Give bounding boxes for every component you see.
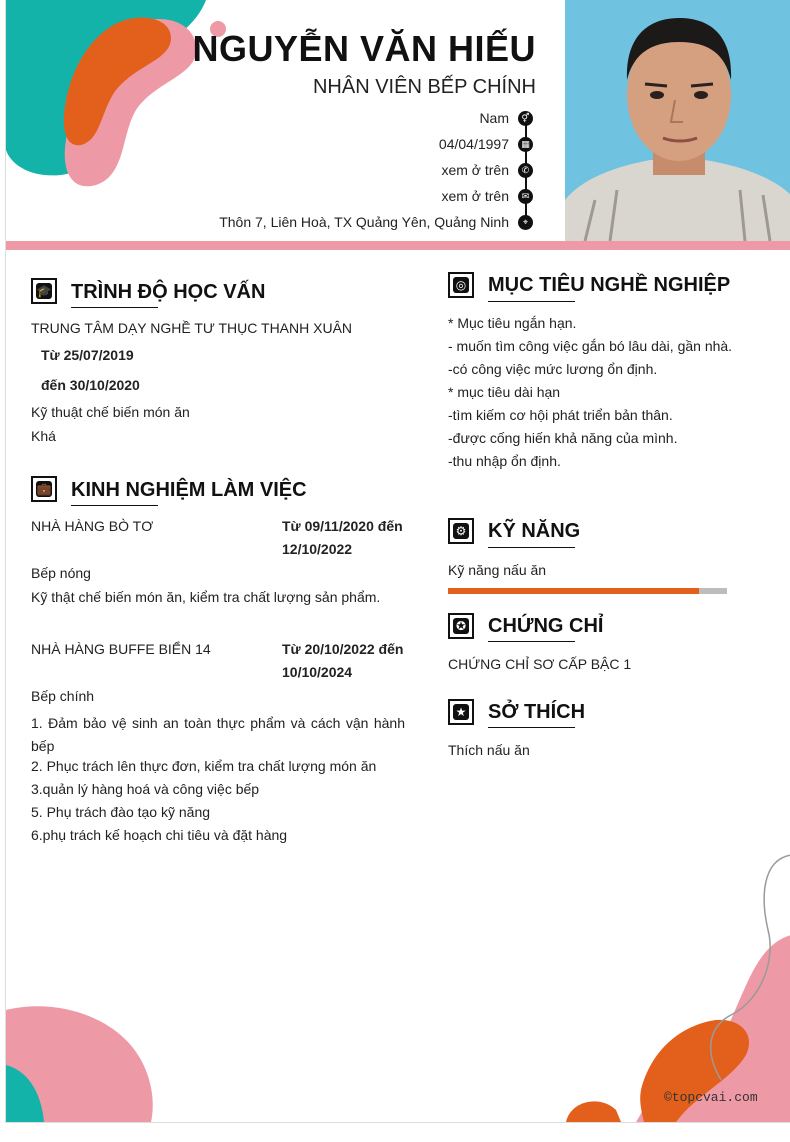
certificate-item: CHỨNG CHỈ SƠ CẤP BẬC 1 (448, 656, 632, 672)
objective-title-underline (488, 301, 575, 302)
education-title: TRÌNH ĐỘ HỌC VẤN (71, 281, 266, 303)
info-phone: xem ở trên (441, 162, 509, 178)
job-2-detail: 2. Phục trách lên thực đơn, kiểm tra chất lượng món ăn (31, 758, 377, 774)
certificates-title: CHỨNG CHỈ (488, 615, 604, 637)
job-1-position: Bếp nóng (31, 565, 91, 581)
job-1-detail: Kỹ thật chế biến món ăn, kiểm tra chất lượng sản phẩm. (31, 589, 381, 605)
hobbies-title: SỞ THÍCH (488, 701, 586, 723)
objective-line: - muốn tìm công việc gắn bó lâu dài, gần nhà. (448, 338, 733, 354)
info-gender: Nam (479, 110, 509, 126)
skills-title-underline (488, 547, 575, 548)
education-to: đến 30/10/2020 (41, 377, 140, 393)
job-title: NHÂN VIÊN BẾP CHÍNH (312, 76, 536, 98)
gear-icon: ⚙ (448, 518, 474, 544)
footer-right-decoration (556, 840, 790, 1122)
job-2-detail: 6.phụ trách kế hoạch chi tiêu và đặt hàng (31, 827, 288, 843)
experience-title-underline (71, 505, 158, 506)
job-2-company: NHÀ HÀNG BUFFE BIỂN 14 (31, 641, 211, 657)
job-2-position: Bếp chính (31, 688, 95, 704)
info-email: xem ở trên (441, 188, 509, 204)
info-address: Thôn 7, Liên Hoà, TX Quảng Yên, Quảng Ninh (219, 214, 509, 230)
education-title-underline (71, 307, 158, 308)
graduation-cap-icon: 🎓 (31, 278, 57, 304)
education-from: Từ 25/07/2019 (41, 347, 134, 363)
job-2-detail: 1. Đảm bảo vệ sinh an toàn thực phẩm và cách vận hành bếp (31, 715, 405, 754)
candidate-name: NGUYỄN VĂN HIẾU (192, 28, 536, 69)
hobby-item: Thích nấu ăn (448, 742, 530, 758)
location-icon: ⌖ (518, 215, 533, 230)
cv-page (5, 0, 790, 1123)
phone-icon: ✆ (518, 163, 533, 178)
job-1-period-start: Từ 09/11/2020 đến (282, 518, 403, 534)
job-2-period-end: 10/10/2024 (282, 664, 353, 680)
briefcase-icon: 💼 (31, 476, 57, 502)
certificate-icon: ✪ (448, 613, 474, 639)
job-2-detail: 5. Phụ trách đào tạo kỹ năng (31, 804, 211, 820)
portrait-illustration (565, 0, 790, 241)
certificates-title-underline (488, 641, 575, 642)
objective-line: -thu nhập ổn định. (448, 453, 561, 469)
experience-title: KINH NGHIỆM LÀM VIỆC (71, 479, 307, 501)
info-birthdate: 04/04/1997 (438, 136, 509, 152)
calendar-icon: ▦ (518, 137, 533, 152)
skill-level-bar (448, 588, 727, 594)
header-divider (6, 241, 790, 250)
skill-level-fill (448, 588, 699, 594)
job-1-company: NHÀ HÀNG BÒ TƠ (31, 518, 154, 534)
gender-icon: ⚥ (518, 111, 533, 126)
job-2-period-start: Từ 20/10/2022 đến (282, 641, 404, 657)
email-icon: ✉ (518, 189, 533, 204)
objective-title: MỤC TIÊU NGHỀ NGHIỆP (488, 274, 731, 296)
education-school: TRUNG TÂM DẠY NGHỀ TƯ THỤC THANH XUÂN (31, 320, 353, 336)
job-1-period-end: 12/10/2022 (282, 541, 353, 557)
hobbies-title-underline (488, 727, 575, 728)
skill-name: Kỹ năng nấu ăn (448, 562, 547, 578)
objective-line: * mục tiêu dài hạn (448, 384, 561, 400)
education-grade: Khá (31, 428, 56, 444)
objective-line: -có công việc mức lương ổn định. (448, 361, 658, 377)
star-icon: ★ (448, 699, 474, 725)
objective-line: -tìm kiếm cơ hội phát triển bản thân. (448, 407, 673, 423)
footer-left-decoration (6, 1000, 166, 1122)
objective-line: -được cống hiến khả năng của mình. (448, 430, 678, 446)
footer-watermark: ©topcvai.com (664, 1090, 758, 1105)
skills-title: KỸ NĂNG (488, 520, 581, 542)
profile-photo (565, 0, 790, 241)
job-2-detail: 3.quản lý hàng hoá và công việc bếp (31, 781, 260, 797)
objective-line: * Mục tiêu ngắn hạn. (448, 315, 577, 331)
education-major: Kỹ thuật chế biến món ăn (31, 404, 190, 420)
target-icon: ◎ (448, 272, 474, 298)
